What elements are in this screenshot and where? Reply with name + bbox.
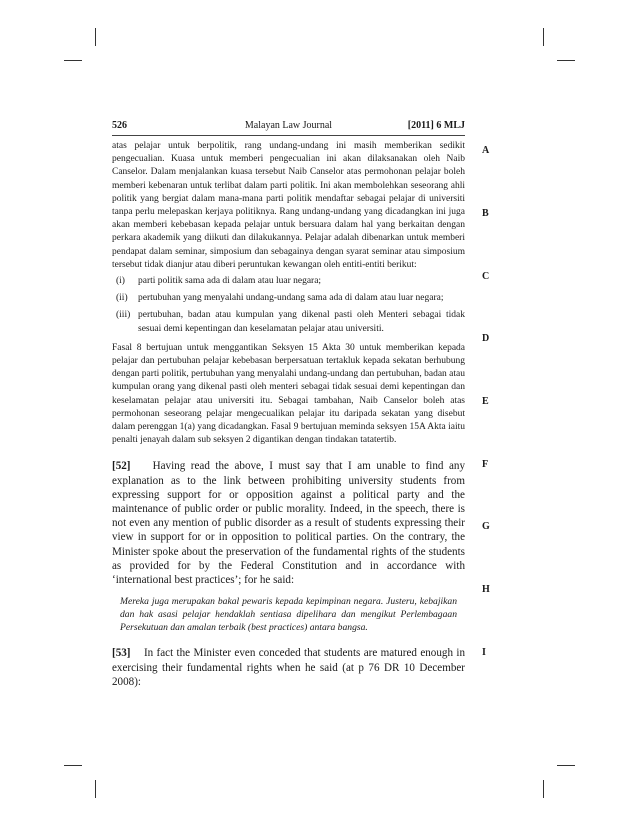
margin-letter-h: H <box>482 584 490 595</box>
margin-letter-a: A <box>482 145 490 156</box>
citation: [2011] 6 MLJ <box>407 120 465 131</box>
crop-mark <box>95 28 96 46</box>
paragraph-53: [53] In fact the Minister even conceded that students are matured enough in exercising their fundamental rights when he said (at p 76 DR 10 December 2008): <box>112 647 465 688</box>
crop-mark <box>64 60 82 61</box>
journal-title: Malayan Law Journal <box>244 120 333 131</box>
crop-mark <box>557 765 575 766</box>
entity-list <box>112 275 465 336</box>
block-quote: Mereka juga merupakan bakal pewaris kepada kepimpinan negara. Justeru, kebajikan dan hak asasi pelajar hendaklah sentiasa dipelihara dan mengikut Perlembagaan Persekutuan dan amalan terbaik (best practices) antara bangsa. <box>120 596 457 634</box>
crop-mark <box>64 765 82 766</box>
list-item: (ii) pertubuhan yang menyalahi undang-undang sama ada di dalam atau luar negara; <box>116 293 444 304</box>
crop-mark <box>543 780 544 798</box>
header-rule <box>112 135 465 136</box>
list-item: (iii) pertubuhan, badan atau kumpulan yang dikenal pasti oleh Menteri sebagai tidak sesuai demi kepentingan dan keselamatan pelajar atau universiti. <box>116 310 465 334</box>
list-item: (i) parti politik sama ada di dalam atau luar negara; <box>116 276 322 287</box>
margin-letter-i: I <box>482 647 486 658</box>
margin-letter-c: C <box>482 271 490 282</box>
crop-mark <box>543 28 544 46</box>
crop-mark <box>557 60 575 61</box>
margin-letter-b: B <box>482 208 489 219</box>
margin-letter-g: G <box>482 521 490 532</box>
intro-paragraph: atas pelajar untuk berpolitik, rang undang-undang ini masih memberikan sedikit pengecualian. Kuasa untuk memberi pengecualian ini akan dilaksanakan oleh Naib Canselor. Dalam menjalankan kuasa tersebut Naib Canselor atas permohonan pelajar boleh memberi kebenaran untuk terlibat dalam parti politik. Ini akan membolehkan seseorang ahli politik yang bergiat dalam mana-mana parti politik mendaftar sebagai pelajar di universiti tanpa perlu melepaskan kerjaya politiknya. Rang undang-undang yang dicadangkan ini juga akan memberi kebebasan kepada pelajar untuk bersuara dalam hal yang berkaitan dengan perkara akademik yang diikuti dan dilakukannya. Pelajar adalah dibenarkan untuk memberi pendapat dalam seminar, simposium dan sebagainya dengan syarat seminar atau simposium tersebut tidak dianjur atau diberi peruntukan kewangan oleh entiti-entiti berikut: <box>112 141 465 270</box>
page-number: 526 <box>112 120 127 131</box>
margin-letter-e: E <box>482 396 489 407</box>
paragraph-number: [52] <box>112 460 131 473</box>
page-body <box>112 140 465 689</box>
running-header <box>112 120 465 134</box>
margin-letter-d: D <box>482 333 490 344</box>
fasal-paragraph: Fasal 8 bertujuan untuk menggantikan Seksyen 15 Akta 30 untuk memberikan kepada pelajar dan pertubuhan pelajar kebebasan berpersatuan tertakluk kepada sekatan berhubung dengan parti politik, pertubuhan yang menyalahi undang-undang dan pertubuhan, badan atau kumpulan orang yang dikenal pasti oleh menteri sebagai tidak sesuai demi kepentingan dan keselamatan pelajar atau universiti itu. Sebagai tambahan, Naib Canselor boleh atas permohonan seseorang pelajar mengecualikan pelajar itu daripada sekatan yang disebut dalam perenggan 1(a) yang dicadangkan. Fasal 9 bertujuan meminda seksyen 15A Akta iaitu penalti jenayah dalam sub seksyen 2 digantikan dengan tindakan tatatertib. <box>112 342 465 446</box>
crop-mark <box>95 780 96 798</box>
paragraph-52: [52] Having read the above, I must say that I am unable to find any explanation as to the link between prohibiting university students from expressing support for or opposition against a political party and the maintenance of public order or public morality. Indeed, in the speech, there is not even any mention of public disorder as a result of students expressing their view in support for or in opposition to political parties. On the contrary, the Minister spoke about the preservation of the fundamental rights of the students as provided for by the Federal Constitution and in accordance with ‘international best practices’; for he said: <box>112 460 466 587</box>
paragraph-number: [53] <box>112 647 131 660</box>
margin-letter-f: F <box>482 459 489 470</box>
